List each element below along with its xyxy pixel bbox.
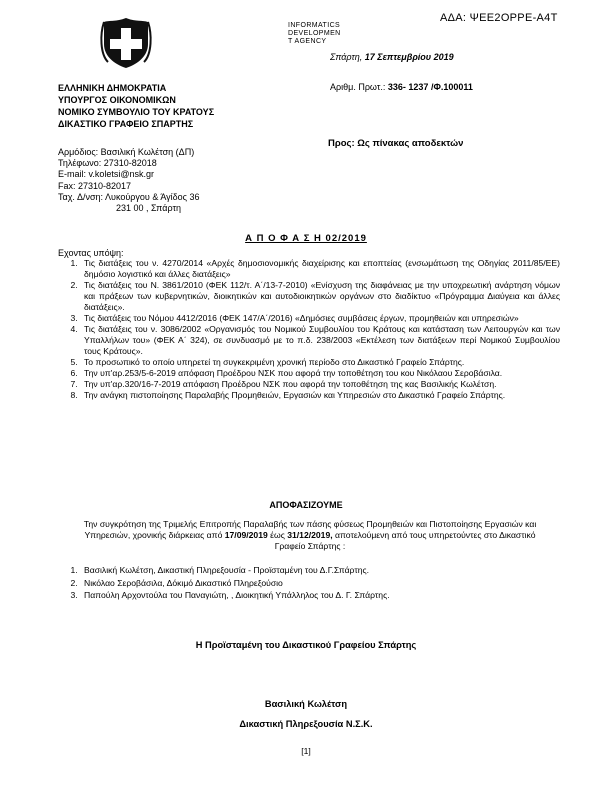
contact-email: E-mail: v.koletsi@nsk.gr [58,169,154,180]
informatics-line-3: T AGENCY [288,38,327,45]
contact-phone: Τηλέφωνο: 27310-82018 [58,158,157,169]
considerations-intro: Εχοντας υπόψη: [58,248,124,258]
date-prefix: Σπάρτη, [330,52,363,62]
document-date [330,52,454,62]
decision-text-3: αποτελούμενη από τους υπηρετούντες στο Δικαστικό Γραφείο Σπάρτης : [274,530,536,551]
contact-block [58,147,200,214]
list-item: 3. Παπούλη Αρχοντούλα του Παναγιώτη, , Διοικητική Υπάλληλος του Δ. Γ. Σπάρτης. [80,589,560,602]
informatics-agency-stamp [288,22,341,46]
considerations-list [58,258,560,401]
decide-heading: ΑΠΟΦΑΣΙΖΟΥΜΕ [269,500,343,510]
list-item: 6. Την υπ'αρ.253/5-6-2019 απόφαση Προέδρου ΝΣΚ που αφορά την τοποθέτηση του κου Νικόλαου Σεροβάσιλα. [80,368,560,379]
signature-name: Βασιλική Κωλέτση [264,699,348,709]
list-item: 1. Τις διατάξεις του ν. 4270/2014 «Αρχές δημοσιονομικής διαχείρισης και εποπτείας (ενσωμάτωση της Οδηγίας 2011/85/ΕΕ) δημόσιο λογιστικό και άλλες διατάξεις» [80,258,560,280]
informatics-line-2: DEVELOPMEN [288,30,341,37]
informatics-line-1: INFORMATICS [288,22,341,29]
contact-fax: Fax: 27310-82017 [58,180,132,191]
date-value: 17 Σεπτεμβρίου 2019 [364,52,454,62]
list-item: 5. Το προσωπικό το οποίο υπηρετεί τη συγκεκριμένη χρονική περίοδο στο Δικαστικό Γραφείο Σπάρτης. [80,357,560,368]
ada-code: ΑΔΑ: ΨΕΕ2ΟΡΡΕ-Α4Τ [440,12,558,24]
decision-end-date: 31/12/2019, [287,530,333,540]
greek-emblem-icon [98,14,154,70]
issuer-header [58,82,214,130]
decision-text-1: Την συγκρότηση της Τριμελής Επιτροπής Παραλαβής των πάσης φύσεως Προμηθειών και Πιστοποίησης Εργασιών και Υπηρεσιών, χρονικής διάρκειας από [83,519,537,540]
protocol-number [330,82,473,92]
header-line-1: ΕΛΛΗΝΙΚΗ ΔΗΜΟΚΡΑΤΙΑ [58,83,167,93]
list-item: 7. Την υπ'αρ.320/16-7-2019 απόφαση Προέδρου ΝΣΚ που αφορά την τοποθέτηση της κας Βασιλικής Κωλέτση. [80,379,560,390]
recipients: Προς: Ως πίνακας αποδεκτών [328,138,464,149]
list-item: 1. Βασιλική Κωλέτση, Δικαστική Πληρεξουσία - Προϊσταμένη του Δ.Γ.Σπάρτης. [80,564,560,577]
header-line-3: ΝΟΜΙΚΟ ΣΥΜΒΟΥΛΙΟ ΤΟΥ ΚΡΑΤΟΥΣ [58,107,215,117]
signature-role: Η Προϊσταμένη του Δικαστικού Γραφείου Σπάρτης [195,640,417,650]
list-item: 4. Τις διατάξεις του ν. 3086/2002 «Οργανισμός του Νομικού Συμβουλίου του Κράτους και κατάσταση των Λειτουργών και των Υπαλλήλων του» (ΦΕΚ Α΄ 324), σε συνδυασμό με το π.δ. 238/2003 «Εκτέλεση των διατάξεων περί Νομικού Συμβουλίου τους Κράτους». [80,324,560,357]
committee-members-list [58,564,560,602]
header-line-2: ΥΠΟΥΡΓΟΣ ΟΙΚΟΝΟΜΙΚΩΝ [58,95,176,105]
contact-responsible: Αρμόδιος: Βασιλική Κωλέτση (ΔΠ) [58,147,195,157]
decision-start-date: 17/09/2019 [224,530,268,540]
contact-address: Ταχ. Δ/νση: Λυκούργου & Άγίδος 36 [58,191,200,202]
list-item: 2. Τις διατάξεις του Ν. 3861/2010 (ΦΕΚ 112/τ. Α΄/13-7-2010) «Ενίσχυση της διαφάνειας με την υποχρεωτική ανάρτηση νόμων και πράξεων των κυβερνητικών, διοικητικών και αυτοδιοικητικών οργάνων στο διαδίκτυο «Πρόγραμμα Διαύγεια και άλλες διατάξεις». [80,280,560,313]
list-item: 8. Την ανάγκη πιστοποίησης Παραλαβής Προμηθειών, Εργασιών και Υπηρεσιών στο Δικαστικό Γραφείο Σπάρτης. [80,390,560,401]
signature-title: Δικαστική Πληρεξουσία Ν.Σ.Κ. [239,719,373,729]
header-line-4: ΔΙΚΑΣΤΙΚΟ ΓΡΑΦΕΙΟ ΣΠΑΡΤΗΣ [58,119,194,129]
list-item: 2. Νικόλαο Σεροβάσιλα, Δόκιμό Δικαστικό Πληρεξούσιο [80,577,560,590]
contact-postal: 231 00 , Σπάρτη [116,203,181,214]
page-number: [1] [301,746,311,756]
protocol-value: 336- 1237 /Φ.100011 [387,82,473,92]
decision-text-2: έως [267,530,288,540]
decision-title: Α Π Ο Φ Α Σ Η 02/2019 [245,233,367,244]
list-item: 3. Τις διατάξεις του Νόμου 4412/2016 (ΦΕΚ 147/Α΄/2016) «Δημόσιες συμβάσεις έργων, προμηθειών και υπηρεσιών» [80,313,560,324]
decision-paragraph [80,519,540,552]
protocol-label: Αριθμ. Πρωτ.: [330,82,386,92]
